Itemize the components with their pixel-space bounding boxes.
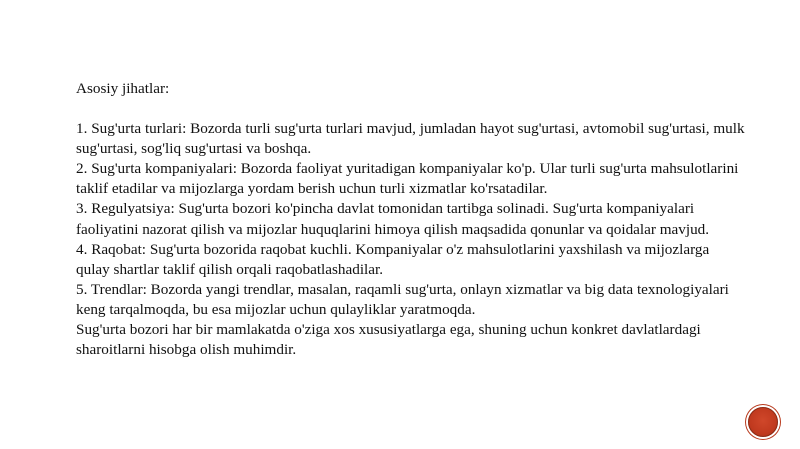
slide-nav-button[interactable]: [748, 407, 778, 437]
conclusion-paragraph: Sug'urta bozori har bir mamlakatda o'ziga xos xususiyatlarga ega, shuning uchun konkret davlatlardagi sharoitlarni hisobga olish muhimdir.: [76, 321, 701, 359]
point-insurance-companies: 2. Sug'urta kompaniyalari: Bozorda faoliyat yuritadigan kompaniyalar ko'p. Ular turli sug'urta mahsulotlarini taklif etadilar va mijozlarga yordam berish uchun turli xizmatlar ko'rsatadilar.: [76, 160, 739, 198]
point-regulation: 3. Regulyatsiya: Sug'urta bozori ko'pincha davlat tomonidan tartibga solinadi. Sug'urta kompaniyalari faoliyatini nazorat qilish va mijozlar huquqlarini himoya qilish maqsadida qonunlar va qoidalar mavjud.: [76, 200, 710, 238]
slide-body: [76, 79, 746, 360]
point-competition: 4. Raqobat: Sug'urta bozorida raqobat kuchli. Kompaniyalar o'z mahsulotlarini yaxshilash va mijozlarga qulay shartlar taklif qilish orqali raqobatlashadilar.: [76, 240, 710, 278]
point-trends: 5. Trendlar: Bozorda yangi trendlar, masalan, raqamli sug'urta, onlayn xizmatlar va big data texnologiyalari keng tarqalmoqda, bu esa mijozlar uchun qulayliklar yaratmoqda.: [76, 280, 729, 318]
slide-heading: Asosiy jihatlar:: [76, 80, 170, 97]
point-insurance-types: 1. Sug'urta turlari: Bozorda turli sug'urta turlari mavjud, jumladan hayot sug'urtasi, avtomobil sug'urtasi, mulk sug'urtasi, sog'liq sug'urtasi va boshqa.: [76, 120, 745, 158]
